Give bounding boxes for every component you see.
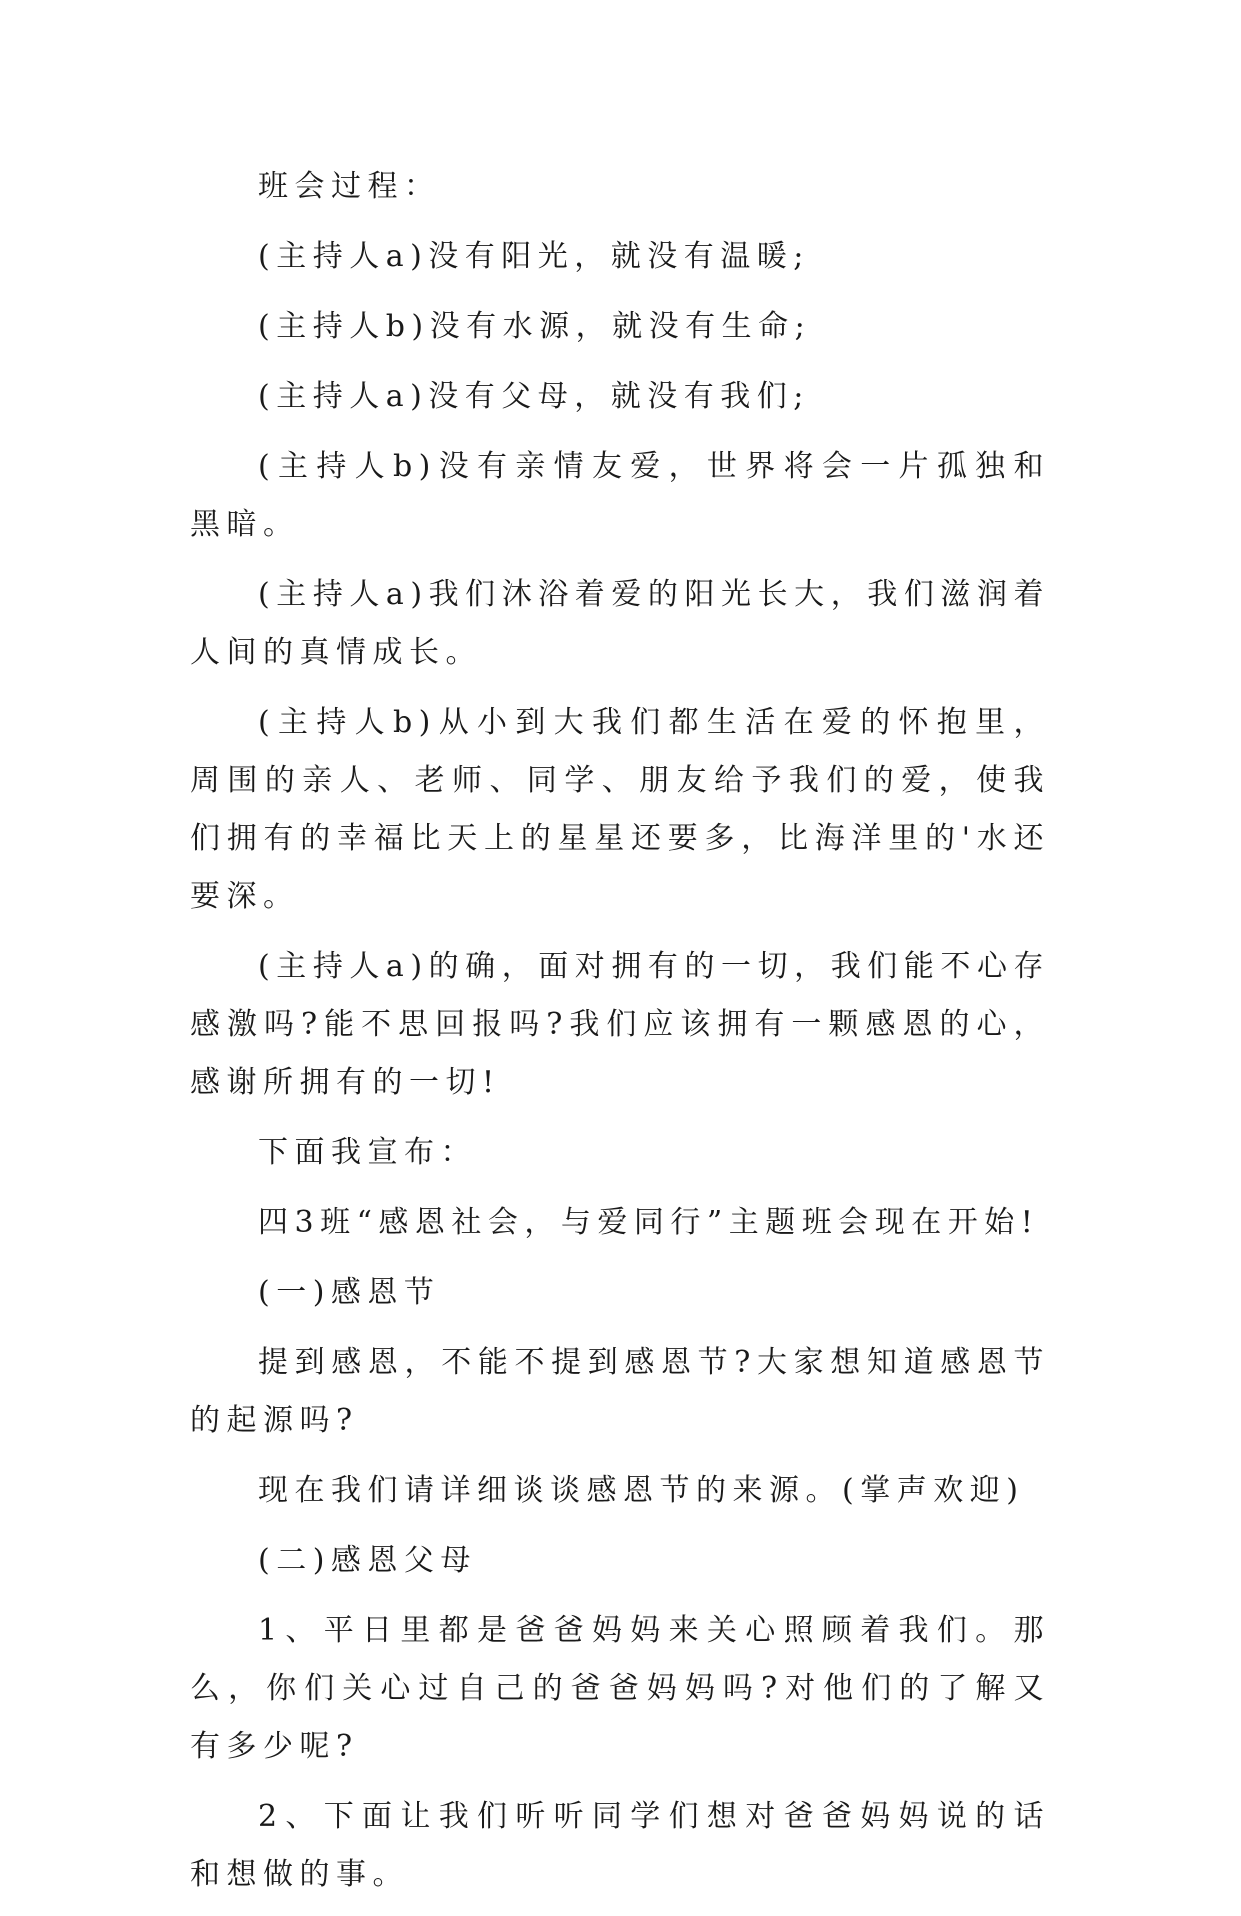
paragraph-host-b-water: (主持人b)没有水源，就没有生命;: [258, 309, 812, 344]
document-page: [190, 158, 1050, 1916]
paragraph-host-b-affection: (主持人b)没有亲情友爱，世界将会一片孤独和黑暗。: [190, 449, 1050, 542]
list-item-2: 2、下面让我们听听同学们想对爸爸妈妈说的话和想做的事。: [190, 1799, 1050, 1892]
paragraph-host-a-gratitude: (主持人a)的确，面对拥有的一切，我们能不心存感激吗?能不思回报吗?我们应该拥有一颗感恩的心，感谢所拥有的一切!: [190, 949, 1050, 1100]
paragraph-thanksgiving-origin: 提到感恩，不能不提到感恩节?大家想知道感恩节的起源吗?: [190, 1345, 1050, 1438]
paragraph-host-a-growing: (主持人a)我们沐浴着爱的阳光长大，我们滋润着人间的真情成长。: [190, 577, 1050, 670]
list-item-1: 1、平日里都是爸爸妈妈来关心照顾着我们。那么，你们关心过自己的爸爸妈妈吗?对他们的了解又有多少呢?: [190, 1613, 1050, 1764]
paragraph-meeting-start: 四3班“感恩社会，与爱同行”主题班会现在开始!: [258, 1205, 1040, 1240]
paragraph-host-a-sunshine: (主持人a)没有阳光，就没有温暖;: [258, 239, 810, 274]
paragraph-process-heading: 班会过程：: [258, 169, 441, 204]
paragraph-host-a-parents: (主持人a)没有父母，就没有我们;: [258, 379, 810, 414]
paragraph-host-b-love: (主持人b)从小到大我们都生活在爱的怀抱里，周围的亲人、老师、同学、朋友给予我们的爱，使我们拥有的幸福比天上的星星还要多，比海洋里的'水还要深。: [190, 705, 1050, 914]
paragraph-announce: 下面我宣布：: [258, 1135, 477, 1170]
section-heading-thanksgiving: (一)感恩节: [258, 1275, 441, 1310]
section-heading-parents: (二)感恩父母: [258, 1543, 477, 1578]
paragraph-thanksgiving-talk: 现在我们请详细谈谈感恩节的来源。(掌声欢迎): [258, 1473, 1025, 1508]
